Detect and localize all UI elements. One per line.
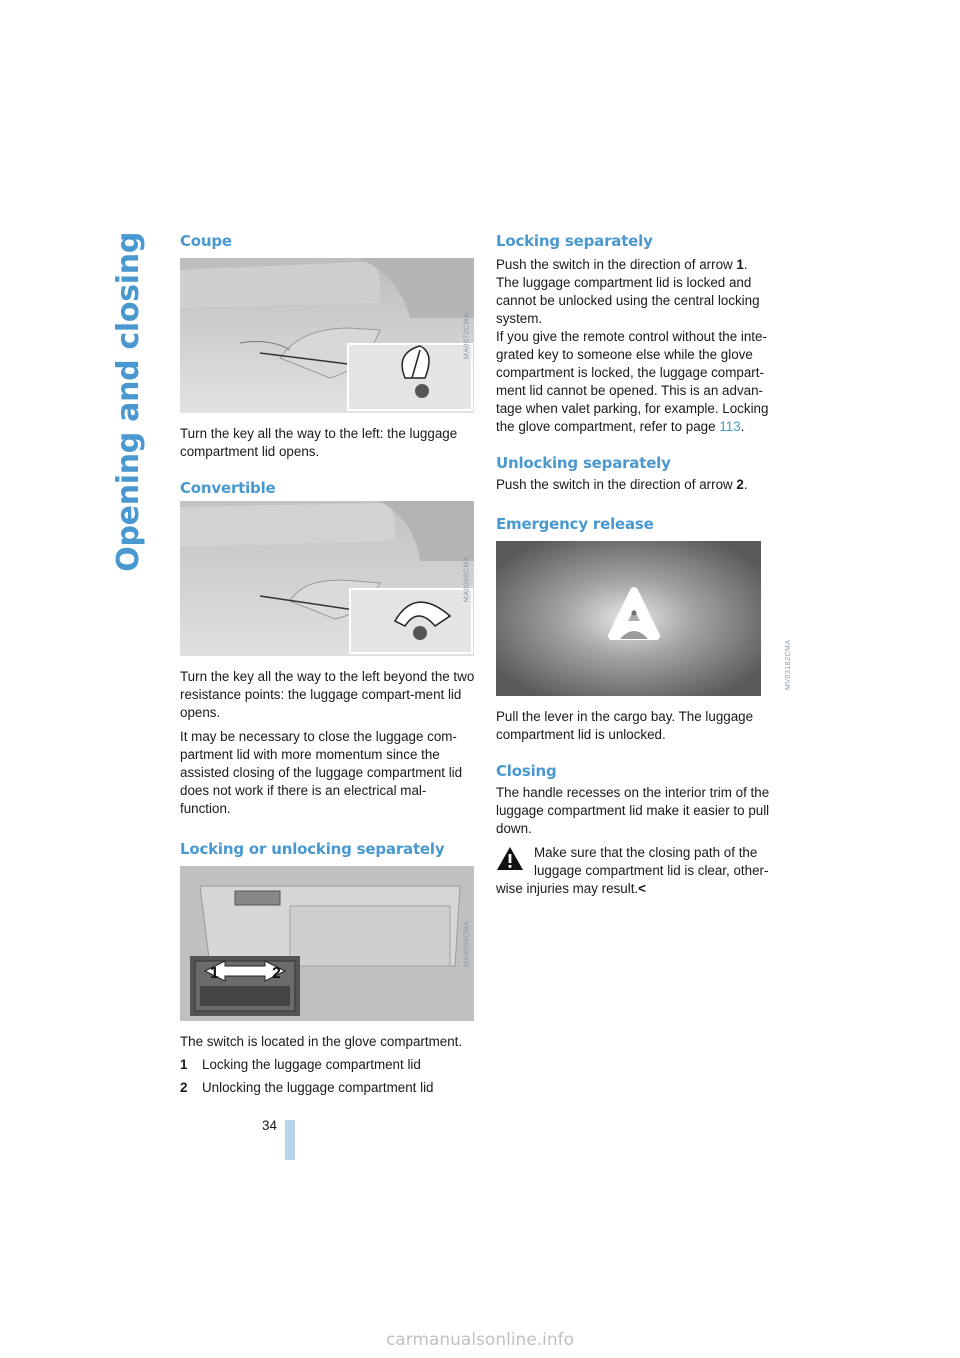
figure-code: MA0072CMA <box>463 312 471 359</box>
list-item <box>180 1056 476 1074</box>
figure-emergency <box>496 541 761 696</box>
figure-label-2: 2 <box>272 965 281 982</box>
figure-coupe <box>180 258 474 413</box>
locking-text-2: The luggage compartment lid is locked and cannot be unlocked using the central locking system. <box>496 275 760 326</box>
convertible-text-1: Turn the key all the way to the left beyond the two resistance points: the luggage compart-ment lid opens. <box>180 669 475 720</box>
figure-code: MV03182CMA <box>785 639 792 690</box>
list-item-number: 1 <box>180 1057 188 1072</box>
heading-lock-unlock: Locking or unlocking separately <box>180 840 445 858</box>
end-marker: < <box>638 881 646 896</box>
convertible-illustration <box>180 501 474 656</box>
list-item-text: Unlocking the luggage compartment lid <box>202 1080 434 1095</box>
unlocking-text: Push the switch in the direction of arrow 2. <box>496 477 748 492</box>
switch-location-text: The switch is located in the glove compartment. <box>180 1034 463 1049</box>
warning-block <box>496 844 786 898</box>
warning-line-3: wise injuries may result.< <box>496 881 646 896</box>
page-link[interactable]: 113 <box>719 419 741 434</box>
heading-closing: Closing <box>496 762 557 780</box>
list-item-text: Locking the luggage compartment lid <box>202 1057 421 1072</box>
list-item-number: 2 <box>180 1080 188 1095</box>
left-column <box>180 228 476 1097</box>
chapter-title: Opening and closing <box>111 232 146 572</box>
figure-code: MA0068CMA <box>463 555 471 602</box>
right-column <box>496 228 792 898</box>
locking-text-3: If you give the remote control without the inte-grated key to someone else while the glove compartment is locked, the luggage compart-ment lid cannot be opened. This is an advan-tage when valet parking, for example. Locking the glove compartment, refer to page 113. <box>496 329 769 434</box>
warning-line-2: luggage compartment lid is clear, other- <box>534 863 769 878</box>
page-number: 34 <box>262 1118 277 1133</box>
closing-text: The handle recesses on the interior trim of the luggage compartment lid make it easier to pull down. <box>496 785 770 836</box>
emergency-illustration <box>496 541 761 696</box>
coupe-text: Turn the key all the way to the left: the luggage compartment lid opens. <box>180 426 458 459</box>
switch-list <box>180 1056 476 1097</box>
list-item <box>180 1079 476 1097</box>
emergency-text: Pull the lever in the cargo bay. The luggage compartment lid is unlocked. <box>496 709 754 742</box>
watermark: carmanualsonline.info <box>385 1330 575 1350</box>
heading-coupe: Coupe <box>180 232 232 250</box>
warning-line-1: Make sure that the closing path of the <box>534 845 758 860</box>
locking-text-1: Push the switch in the direction of arrow 1. <box>496 257 748 272</box>
page-marker-bar <box>285 1120 295 1160</box>
figure-convertible <box>180 501 474 656</box>
heading-locking-separately: Locking separately <box>496 232 653 250</box>
warning-icon <box>496 846 524 872</box>
figure-code: MA0069CMA <box>463 920 471 967</box>
coupe-illustration <box>180 258 474 413</box>
figure-label-1: 1 <box>210 965 219 982</box>
heading-convertible: Convertible <box>180 479 276 497</box>
glovebox-illustration <box>180 866 474 1021</box>
heading-unlocking-separately: Unlocking separately <box>496 454 671 472</box>
convertible-text-2: It may be necessary to close the luggage com-partment lid with more momentum since the assisted closing of the luggage compartment lid does not work if there is an electrical mal-function. <box>180 729 463 816</box>
figure-switch <box>180 866 474 1021</box>
heading-emergency-release: Emergency release <box>496 515 654 533</box>
